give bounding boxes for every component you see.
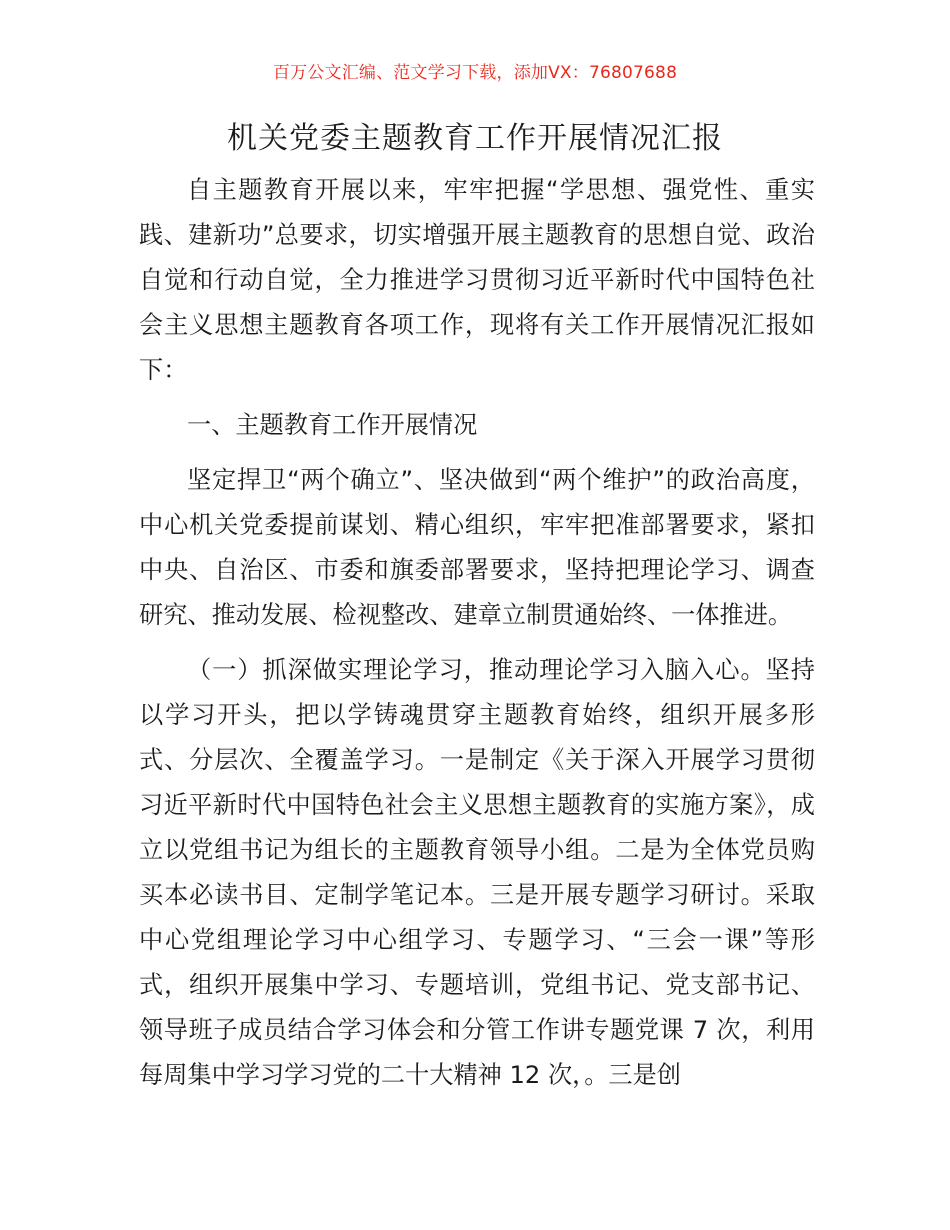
paragraph-intro: 自主题教育开展以来，牢牢把握“学思想、强党性、重实践、建新功”总要求，切实增强开展主题教育的思想自觉、政治自觉和行动自觉，全力推进学习贯彻习近平新时代中国特色社会主义思想主题教育各项工作，现将有关工作开展情况汇报如下：	[139, 176, 815, 384]
paragraph-overview: 坚定捍卫“两个确立”、坚决做到“两个维护”的政治高度，中心机关党委提前谋划、精心组织，牢牢把准部署要求，紧扣中央、自治区、市委和旗委部署要求，坚持把理论学习、调查研究、推动发展、检视整改、建章立制贯通始终、一体推进。	[139, 466, 815, 629]
document-body	[139, 168, 815, 1107]
document-title: 机关党委主题教育工作开展情况汇报	[227, 121, 723, 156]
section-heading-1: 一、主题教育工作开展情况	[187, 411, 478, 439]
paragraph-theory-study: （一）抓深做实理论学习，推动理论学习入脑入心。坚持以学习开头，把以学铸魂贯穿主题教育始终，组织开展多形式、分层次、全覆盖学习。一是制定《关于深入开展学习贯彻习近平新时代中国特色社会主义思想主题教育的实施方案》，成立以党组书记为组长的主题教育领导小组。二是为全体党员购买本必读书目、定制学笔记本。三是开展专题学习研讨。采取中心党组理论学习中心组学习、专题学习、“三会一课”等形式，组织开展集中学习、专题培训，党组书记、党支部书记、领导班子成员结合学习体会和分管工作讲专题党课 7 次，利用每周集中学习学习党的二十大精神 12 次，。三是创	[139, 656, 815, 1089]
header-watermark-note: 百万公文汇编、范文学习下载，添加VX：76807688	[272, 63, 678, 83]
